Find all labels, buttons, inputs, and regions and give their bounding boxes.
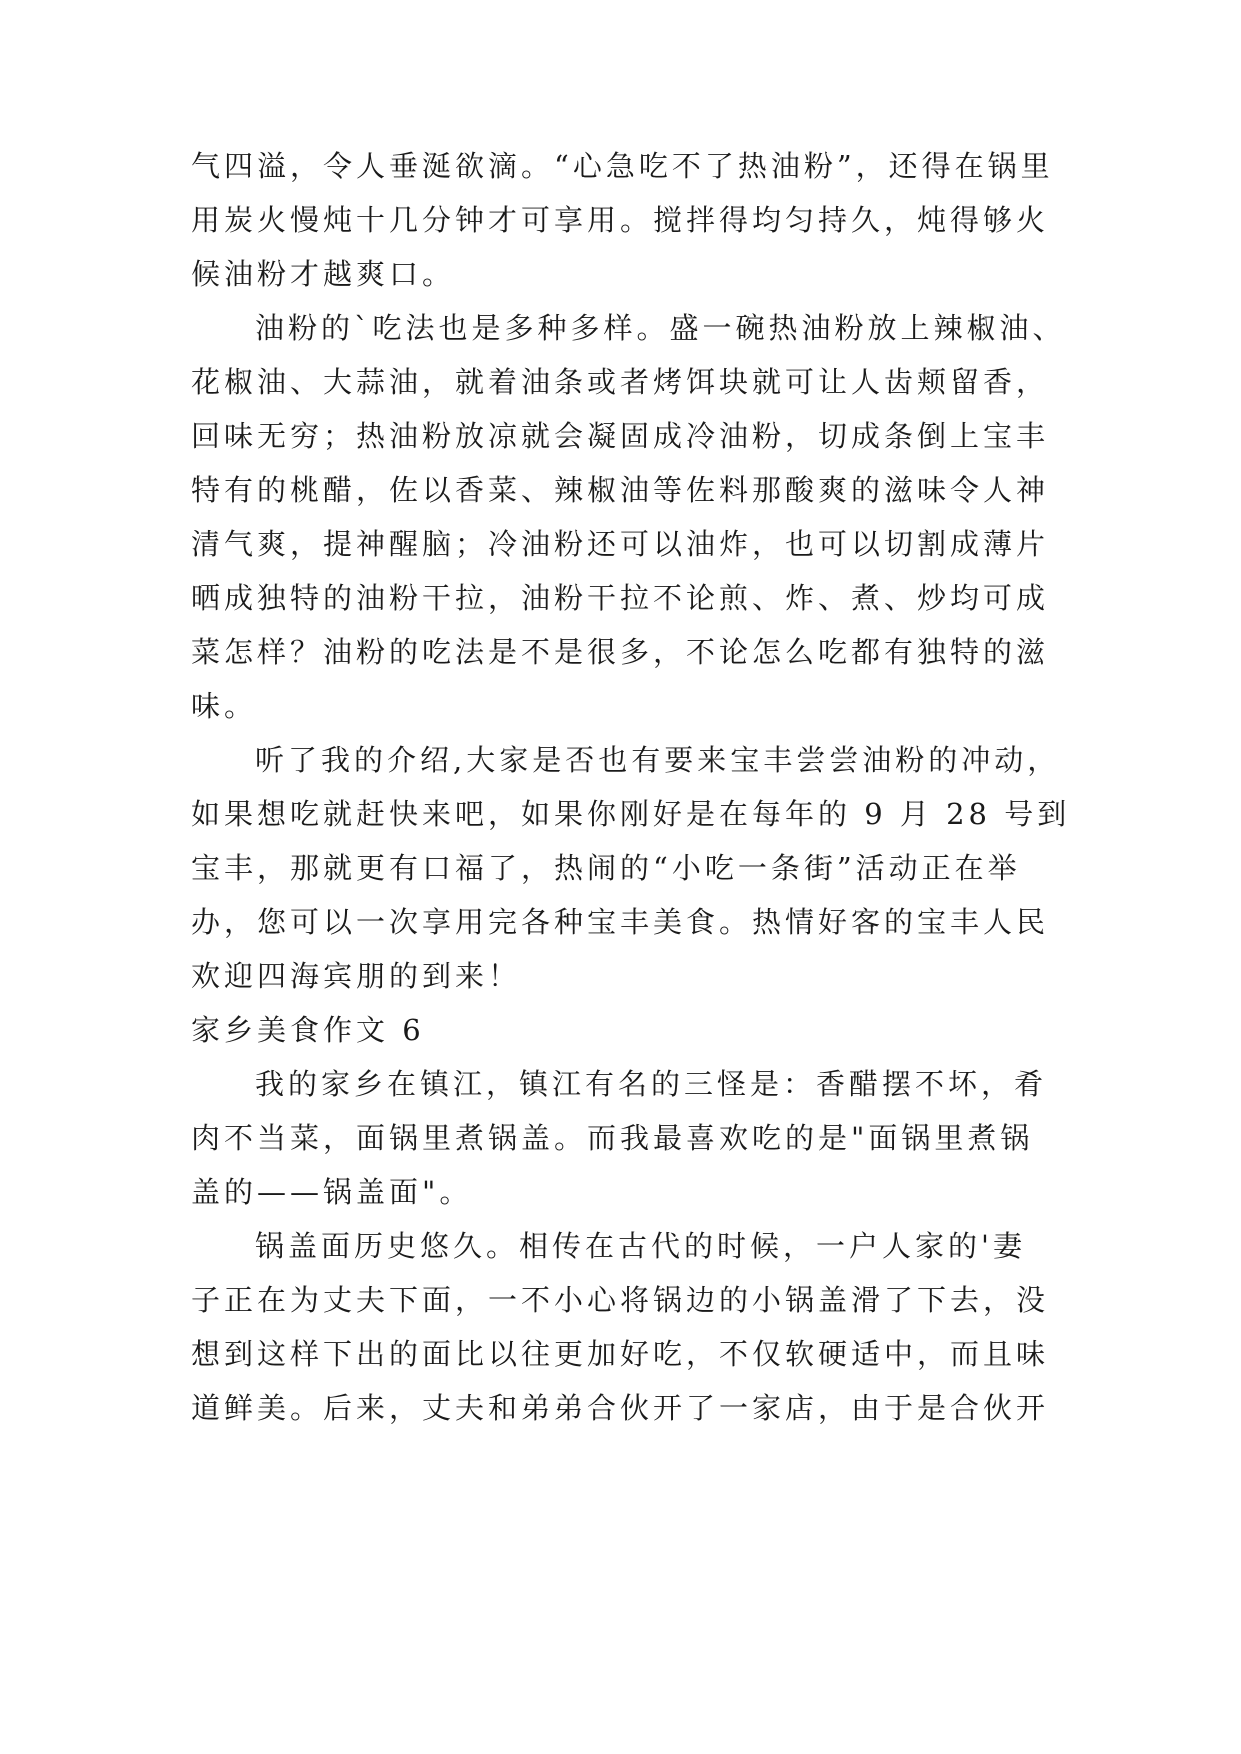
text-line: 道鲜美。后来，丈夫和弟弟合伙开了一家店，由于是合伙开 bbox=[191, 1391, 1050, 1425]
text-line: 晒成独特的油粉干拉，油粉干拉不论煎、炸、煮、炒均可成 bbox=[191, 581, 1050, 615]
text-line: 盖的——锅盖面"。 bbox=[191, 1175, 473, 1209]
text-line: 宝丰，那就更有口福了，热闹的“小吃一条街”活动正在举 bbox=[191, 851, 1021, 885]
text-line: 欢迎四海宾朋的到来！ bbox=[191, 959, 522, 993]
text-line: 特有的桃醋，佐以香菜、辣椒油等佐料那酸爽的滋味令人神 bbox=[191, 473, 1050, 507]
text-line: 候油粉才越爽口。 bbox=[191, 257, 456, 291]
section-heading: 家乡美食作文 6 bbox=[191, 1013, 425, 1047]
text-line: 气四溢，令人垂涎欲滴。“心急吃不了热油粉”，还得在锅里 bbox=[191, 149, 1054, 183]
text-line: 听了我的介绍,大家是否也有要来宝丰尝尝油粉的冲动， bbox=[255, 743, 1061, 777]
text-line: 子正在为丈夫下面，一不小心将锅边的小锅盖滑了下去，没 bbox=[191, 1283, 1050, 1317]
text-line: 味。 bbox=[191, 689, 258, 723]
text-line: 肉不当菜，面锅里煮锅盖。而我最喜欢吃的是"面锅里煮锅 bbox=[191, 1121, 1034, 1155]
text-line: 油粉的`吃法也是多种多样。盛一碗热油粉放上辣椒油、 bbox=[255, 311, 1066, 345]
text-line: 办，您可以一次享用完各种宝丰美食。热情好客的宝丰人民 bbox=[191, 905, 1050, 939]
text-line: 菜怎样？油粉的吃法是不是很多，不论怎么吃都有独特的滋 bbox=[191, 635, 1050, 669]
text-line: 清气爽，提神醒脑；冷油粉还可以油炸，也可以切割成薄片 bbox=[191, 527, 1050, 561]
text-line: 我的家乡在镇江，镇江有名的三怪是：香醋摆不坏，肴 bbox=[255, 1067, 1048, 1101]
text-line: 锅盖面历史悠久。相传在古代的时候，一户人家的'妻 bbox=[255, 1229, 1026, 1263]
text-line: 想到这样下出的面比以往更加好吃，不仅软硬适中，而且味 bbox=[191, 1337, 1050, 1371]
text-line: 花椒油、大蒜油，就着油条或者烤饵块就可让人齿颊留香， bbox=[191, 365, 1050, 399]
text-line: 用炭火慢炖十几分钟才可享用。搅拌得均匀持久，炖得够火 bbox=[191, 203, 1050, 237]
text-line: 回味无穷；热油粉放凉就会凝固成冷油粉，切成条倒上宝丰 bbox=[191, 419, 1050, 453]
text-line: 如果想吃就赶快来吧，如果你刚好是在每年的 9 月 28 号到 bbox=[191, 797, 1071, 831]
